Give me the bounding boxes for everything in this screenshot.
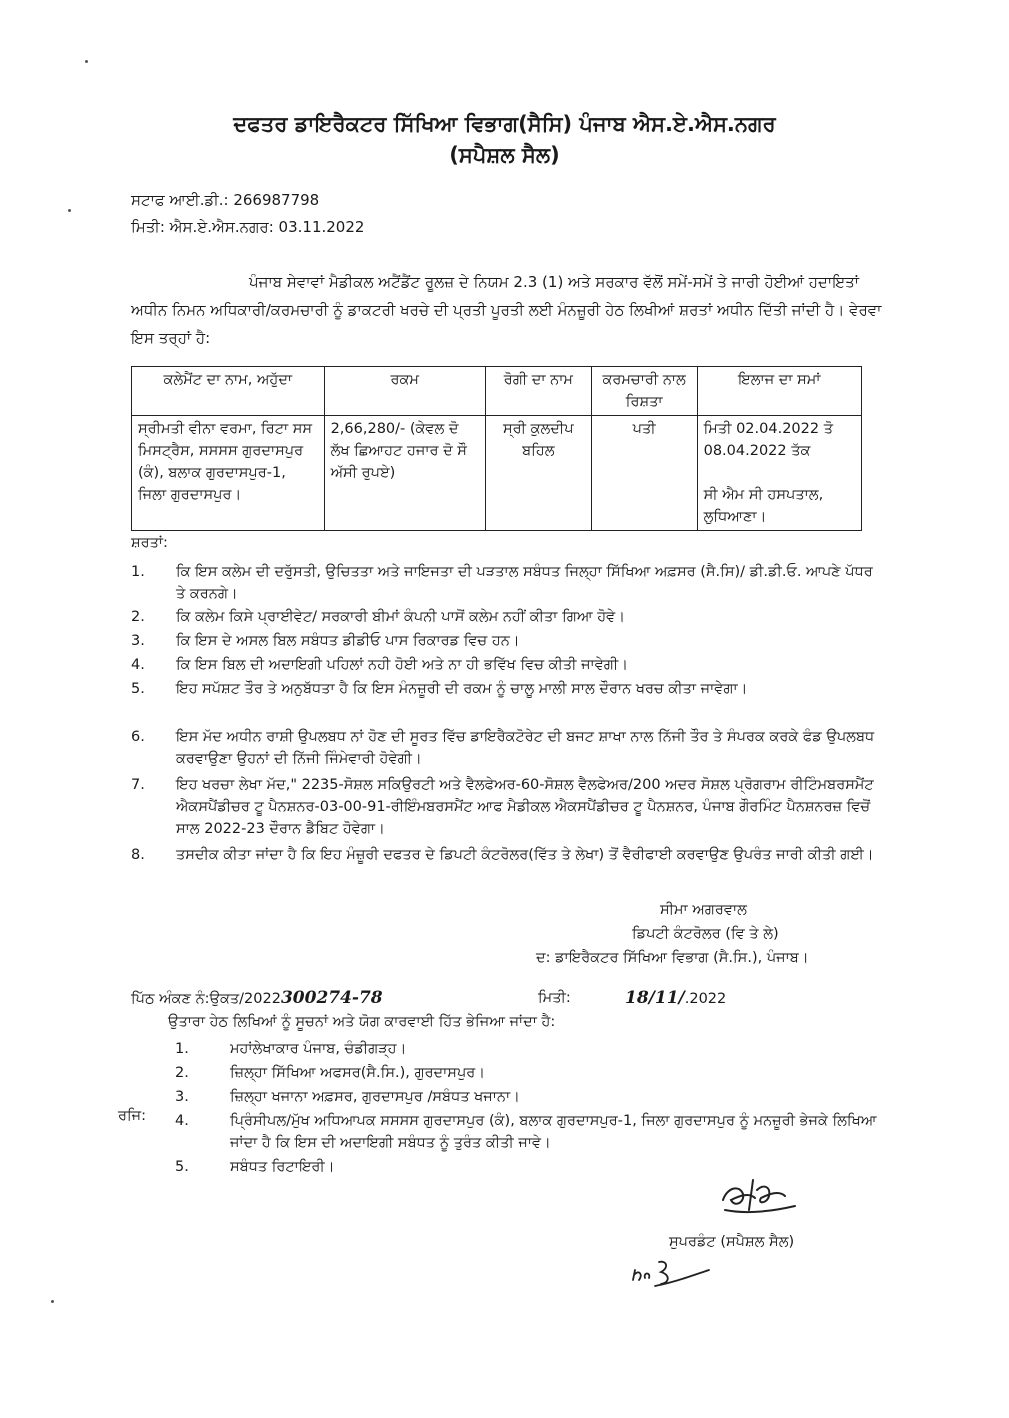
scan-speck [51,1300,54,1303]
col-header-claimant: ਕਲੇਮੈਂਟ ਦਾ ਨਾਮ, ਅਹੁੱਦਾ [132,367,325,416]
signatory-office: ਦ: ਡਾਇਰੈਕਟਰ ਸਿੱਖਿਆ ਵਿਭਾਗ (ਸੈ.ਸਿ.), ਪੰਜਾਬ। [536,950,809,966]
condition-text: ਕਿ ਇਸ ਦੇ ਅਸਲ ਬਿਲ ਸਬੰਧਤ ਡੀਡੀਓ ਪਾਸ ਰਿਕਾਰਡ ਵਿਚ ਹਨ। [176,633,520,649]
condition-number: 3. [131,633,145,649]
condition-text: ਇਹ ਸਪੱਸ਼ਟ ਤੌਰ ਤੇ ਅਨੁਬੱਧਤਾ ਹੈ ਕਿ ਇਸ ਮੰਨਜ਼ੂਰੀ ਦੀ ਰਕਮ ਨੂੰ ਚਾਲੂ ਮਾਲੀ ਸਾਲ ਦੌਰਾਨ ਖਰਚ ਕੀਤਾ ਜਾਵੇਗਾ। [176,681,748,697]
copy-number: 1. [175,1041,189,1057]
condition-number: 8. [131,847,145,863]
table-row [132,416,862,531]
superintendent-signature [705,1170,805,1225]
endorsement-date [625,988,726,1008]
endorsement-date-label: ਮਿਤੀ: [538,990,571,1006]
condition-number: 4. [131,657,145,673]
endorsement-intro: ਉਤਾਰਾ ਹੇਠ ਲਿਖਿਆਂ ਨੂੰ ਸੂਚਨਾਂ ਅਤੇ ਯੋਗ ਕਾਰਵਾਈ ਹਿੱਤ ਭੇਜਿਆ ਜਾਂਦਾ ਹੈ: [168,1014,556,1030]
condition-number: 6. [131,729,145,745]
condition-text: ਤਸਦੀਕ ਕੀਤਾ ਜਾਂਦਾ ਹੈ ਕਿ ਇਹ ਮੰਜ਼ੂਰੀ ਦਫਤਰ ਦੇ ਡਿਪਟੀ ਕੰਟਰੋਲਰ(ਵਿੱਤ ਤੇ ਲੇਖਾ) ਤੋਂ ਵੈਰੀਫਾਈ ਕਰਵਾਉਣ ਉਪਰੰਤ ਜਾਰੀ ਕੀਤੀ ਗਈ। [176,847,874,863]
condition-text: ਕਿ ਇਸ ਕਲੇਮ ਦੀ ਦਰੁੱਸਤੀ, ਉਚਿਤਤਾ ਅਤੇ ਜਾਇਜਤਾ ਦੀ ਪੜਤਾਲ ਸਬੰਧਤ ਜਿਲ੍ਹਾ ਸਿੱਖਿਆ ਅਫ਼ਸਰ (ਸੈ.ਸਿ)/ ਡੀ.ਡੀ.ਓ. ਆਪਣੇ ਪੱਧਰ ਤੇ ਕਰਨਗੇ। [176,564,873,602]
handwritten-date: 18/11/ [625,988,685,1008]
endorsement-number [131,988,383,1008]
conditions-label: ਸ਼ਰਤਾਂ: [131,535,168,551]
signatory-designation: ਡਿਪਟੀ ਕੰਟਰੋਲਰ (ਵਿ ਤੇ ਲੇ) [632,926,779,942]
condition-number: 7. [131,777,145,793]
cell-claimant: ਸ੍ਰੀਮਤੀ ਵੀਨਾ ਵਰਮਾ, ਰਿਟਾ ਸਸ ਮਿਸਟ੍ਰੈਸ, ਸਸਸਸ ਗੁਰਦਾਸਪੁਰ (ਕੰ), ਬਲਾਕ ਗੁਰਦਾਸਪੁਰ-1, ਜਿਲਾ ਗੁਰਦਾਸਪੁਰ। [132,416,325,531]
copy-text: ਪ੍ਰਿੰਸੀਪਲ/ਮੁੱਖ ਅਧਿਆਪਕ ਸਸਸਸ ਗੁਰਦਾਸਪੁਰ (ਕੰ), ਬਲਾਕ ਗੁਰਦਾਸਪੁਰ-1, ਜਿਲਾ ਗੁਰਦਾਸਪੁਰ ਨੂੰ ਮਨਜ਼ੂਰੀ ਭੇਜਕੇ ਲਿਖਿਆ ਜਾਂਦਾ ਹੈ ਕਿ ਇਸ ਦੀ ਅਦਾਇਗੀ ਸਬੰਧਤ ਨੂੰ ਤੁਰੰਤ ਕੀਤੀ ਜਾਵੇ। [230,1113,877,1151]
copy-number: 5. [175,1159,189,1175]
condition-number: 1. [131,564,145,580]
copy-text: ਜ਼ਿਲ੍ਹਾ ਸਿੱਖਿਆ ਅਫਸਰ(ਸੈ.ਸਿ.), ਗੁਰਦਾਸਪੁਰ। [230,1065,486,1081]
col-header-amount: ਰਕਮ [324,367,485,416]
endorsement-year: .2022 [684,991,727,1007]
intro-text: ਪੰਜਾਬ ਸੇਵਾਵਾਂ ਮੈਡੀਕਲ ਅਟੈਂਡੈਂਟ ਰੂਲਜ਼ ਦੇ ਨਿਯਮ 2.3 (1) ਅਤੇ ਸਰਕਾਰ ਵੱਲੋਂ ਸਮੇਂ-ਸਮੇਂ ਤੇ ਜਾਰੀ ਹੋਈਆਂ ਹਦਾਇਤਾਂ ਅਧੀਨ ਨਿਮਨ ਅਧਿਕਾਰੀ/ਕਰਮਚਾਰੀ ਨੂੰ ਡਾਕਟਰੀ ਖਰਚੇ ਦੀ ਪ੍ਰਤੀ ਪੂਰਤੀ ਲਈ ਮੰਨਜ਼ੂਰੀ ਹੇਠ ਲਿਖੀਆਂ ਸ਼ਰਤਾਂ ਅਧੀਨ ਦਿੱਤੀ ਜਾਂਦੀ ਹੈ। ਵੇਰਵਾ ਇਸ ਤਰ੍ਹਾਂ ਹੈ: [131,273,882,347]
col-header-relation: ਕਰਮਚਾਰੀ ਨਾਲ ਰਿਸ਼ਤਾ [591,367,697,416]
copy-number: 2. [175,1065,189,1081]
col-header-period: ਇਲਾਜ ਦਾ ਸਮਾਂ [697,367,861,416]
hospital-name: ਸੀ ਐਮ ਸੀ ਹਸਪਤਾਲ, ਲੁਧਿਆਣਾ। [703,487,824,525]
intro-paragraph [131,268,883,352]
condition-number: 2. [131,609,145,625]
registered-label: ਰਜਿ: [118,1108,147,1124]
signatory-name: ਸੀਮਾ ਅਗਰਵਾਲ [660,902,747,918]
col-header-patient: ਰੋਗੀ ਦਾ ਨਾਮ [485,367,591,416]
condition-text: ਇਸ ਮੱਦ ਅਧੀਨ ਰਾਸ਼ੀ ਉਪਲਬਧ ਨਾਂ ਹੋਣ ਦੀ ਸੂਰਤ ਵਿੱਚ ਡਾਇਰੈਕਟੋਰੇਟ ਦੀ ਬਜਟ ਸ਼ਾਖਾ ਨਾਲ ਨਿੱਜੀ ਤੌਰ ਤੇ ਸੰਪਰਕ ਕਰਕੇ ਫੰਡ ਉਪਲਬਧ ਕਰਵਾਉਣਾ ਉਹਨਾਂ ਦੀ ਨਿੱਜੀ ਜਿੰਮੇਵਾਰੀ ਹੋਵੇਗੀ। [176,729,875,767]
condition-number: 5. [131,681,145,697]
scan-speck [85,60,88,63]
copy-number: 3. [175,1089,189,1105]
initials-signature [625,1252,715,1292]
office-title: ਦਫਤਰ ਡਾਇਰੈਕਟਰ ਸਿੱਖਿਆ ਵਿਭਾਗ(ਸੈਸਿ) ਪੰਜਾਬ ਐਸ.ਏ.ਐਸ.ਨਗਰ [233,112,776,136]
treatment-period: ਮਿਤੀ 02.04.2022 ਤੋ 08.04.2022 ਤੱਕ [703,421,833,459]
copy-text: ਜ਼ਿਲ੍ਹਾ ਖਜਾਨਾ ਅਫ਼ਸਰ, ਗੁਰਦਾਸਪੁਰ /ਸਬੰਧਤ ਖਜਾਨਾ। [230,1089,520,1105]
cell-patient: ਸ੍ਰੀ ਕੁਲਦੀਪ ਬਹਿਲ [485,416,591,531]
scan-speck [68,209,71,212]
claim-table [131,366,862,531]
copy-text: ਸਬੰਧਤ ਰਿਟਾਇਰੀ। [230,1159,335,1175]
condition-text: ਇਹ ਖਰਚਾ ਲੇਖਾ ਮੱਦ," 2235-ਸੋਸ਼ਲ ਸਕਿਉਰਟੀ ਅਤੇ ਵੈਲਫੇਅਰ-60-ਸੋਸ਼ਲ ਵੈਲਫੇਅਰ/200 ਅਦਰ ਸੋਸ਼ਲ ਪ੍ਰੋਗਰਾਮ ਰੀਟਿੰਮਬਰਸਮੈਂਟ ਐਕਸਪੈਂਡੀਚਰ ਟੂ ਪੈਨਸ਼ਨਰ-03-00-91-ਰੀਇੰਮਬਰਸਮੈਂਟ ਆਫ ਮੈਡੀਕਲ ਐਕਸਪੈਂਡੀਚਰ ਟੂ ਪੈਨਸ਼ਨਰ, ਪੰਜਾਬ ਗੌਰਮਿੰਟ ਪੈਨਸ਼ਨਰਜ਼ ਵਿਚੋਂ ਸਾਲ 2022-23 ਦੌਰਾਨ ਡੈਬਿਟ ਹੋਵੇਗਾ। [176,777,874,837]
handwritten-endorsement-number: 300274-78 [280,988,383,1008]
cell-subtitle: (ਸਪੈਸ਼ਲ ਸੈਲ) [449,143,560,167]
staff-id: ਸਟਾਫ ਆਈ.ਡੀ.: 266987798 [131,191,320,209]
cell-relation: ਪਤੀ [591,416,697,531]
copy-text: ਮਹਾਂਲੇਖਾਕਾਰ ਪੰਜਾਬ, ਚੰਡੀਗੜ੍ਹ। [230,1041,407,1057]
cell-period [697,416,861,531]
endorsement-prefix: ਪਿੱਠ ਅੰਕਣ ਨੰ:ਉਕਤ/2022 [131,991,281,1007]
condition-text: ਕਿ ਇਸ ਬਿਲ ਦੀ ਅਦਾਇਗੀ ਪਹਿਲਾਂ ਨਹੀ ਹੋਈ ਅਤੇ ਨਾ ਹੀ ਭਵਿੱਖ ਵਿਚ ਕੀਤੀ ਜਾਵੇਗੀ। [176,657,629,673]
condition-text: ਕਿ ਕਲੇਮ ਕਿਸੇ ਪ੍ਰਾਈਵੇਟ/ ਸਰਕਾਰੀ ਬੀਮਾਂ ਕੰਪਨੀ ਪਾਸੋਂ ਕਲੇਮ ਨਹੀਂ ਕੀਤਾ ਗਿਆ ਹੋਵੇ। [176,609,625,625]
issue-date: ਮਿਤੀ: ਐਸ.ਏ.ਐਸ.ਨਗਰ: 03.11.2022 [131,218,365,236]
superintendent-designation: ਸੁਪਰਡੰਟ (ਸਪੈਸ਼ਲ ਸੈਲ) [669,1234,795,1250]
cell-amount: 2,66,280/- (ਕੇਵਲ ਦੋ ਲੱਖ ਛਿਆਹਟ ਹਜਾਰ ਦੋ ਸੌ ਅੱਸੀ ਰੁਪਏ) [324,416,485,531]
copy-number: 4. [175,1113,189,1129]
table-header-row [132,367,862,416]
